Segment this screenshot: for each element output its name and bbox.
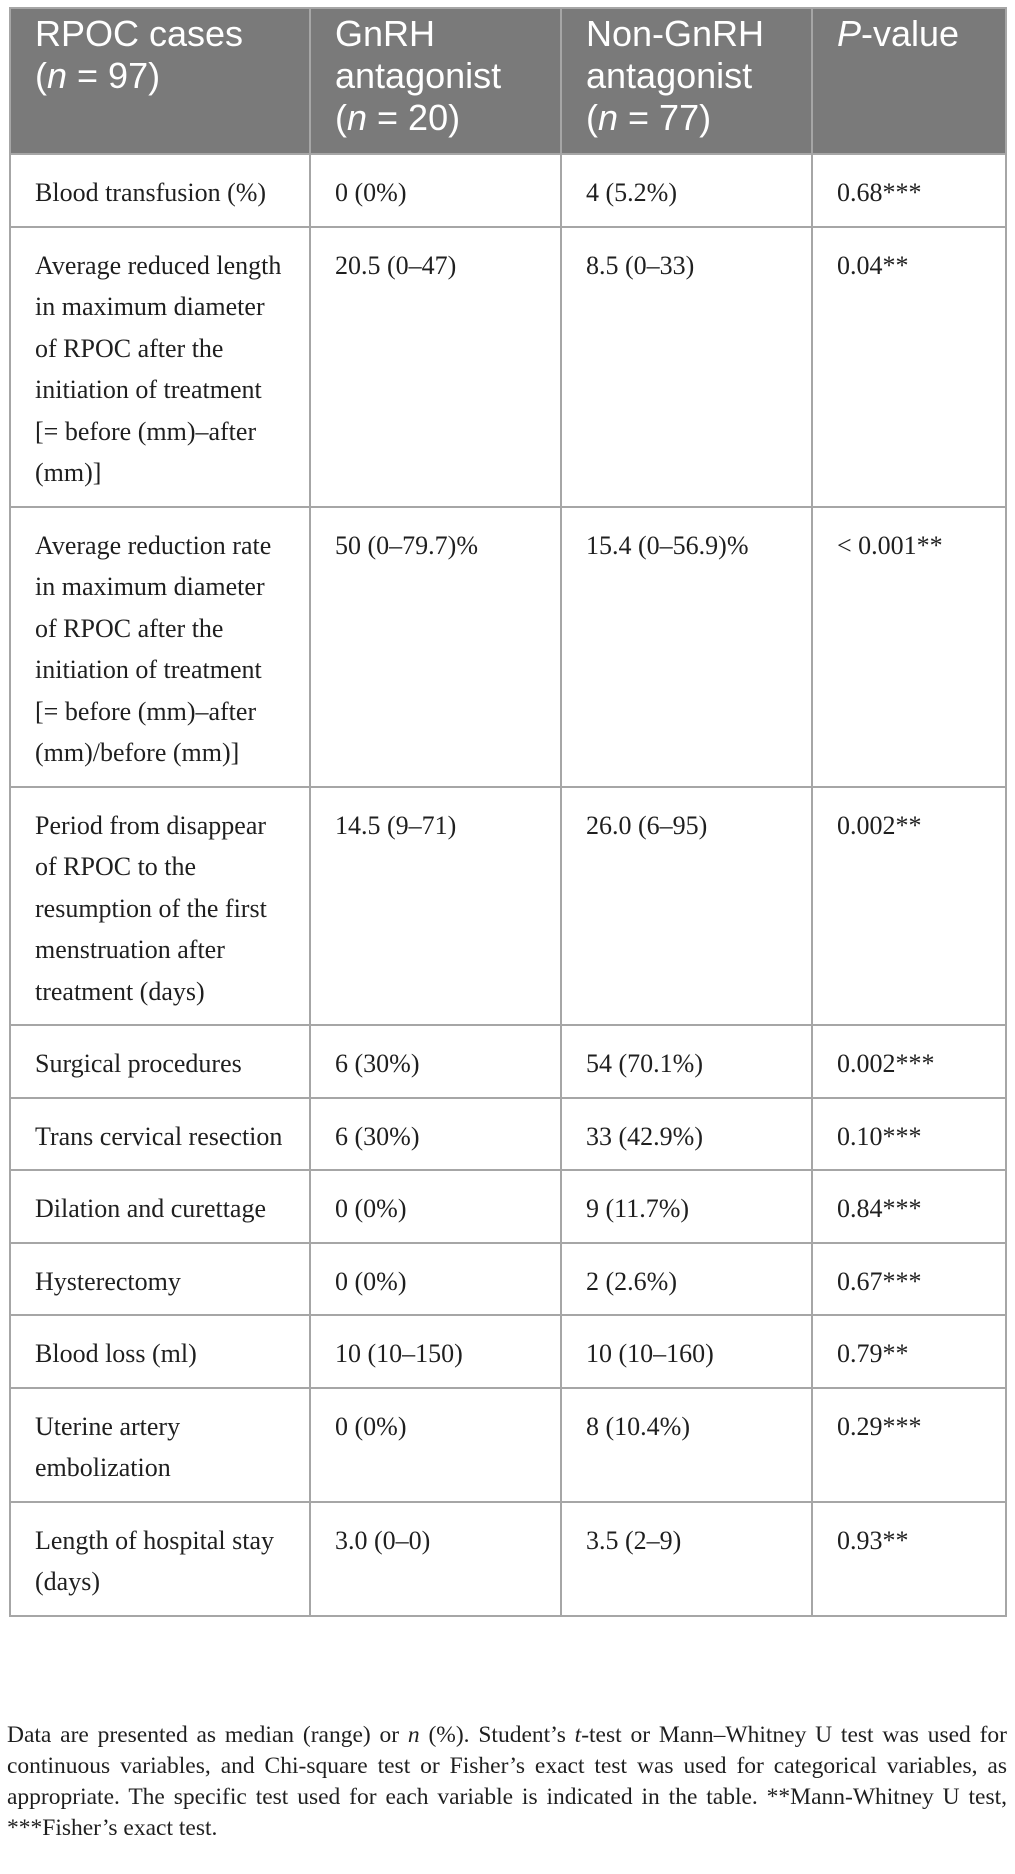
header-n-var: n [347,97,368,138]
row-label: Period from disappear of RPOC to the resumption of the first menstruation after treatment (days) [10,787,310,1026]
row-label: Length of hospital stay (days) [10,1502,310,1616]
header-gnrh-antagonist [310,8,561,154]
p-value: 0.79** [812,1315,1006,1388]
header-non-gnrh-antagonist [561,8,812,154]
non-gnrh-value: 8.5 (0–33) [561,227,812,507]
header-n-suffix: = 97) [67,55,161,96]
non-gnrh-value: 33 (42.9%) [561,1098,812,1171]
gnrh-value: 0 (0%) [310,154,561,227]
gnrh-value: 6 (30%) [310,1098,561,1171]
footnote-t-var: t [574,1722,582,1748]
gnrh-value: 10 (10–150) [310,1315,561,1388]
header-row [10,8,1006,154]
table-footnote [7,1720,1007,1844]
header-n-suffix: = 20) [367,97,461,138]
p-value: 0.93** [812,1502,1006,1616]
header-n-prefix: ( [586,97,598,138]
row-label: Trans cervical resection [10,1098,310,1171]
row-label: Average reduced length in maximum diameter of RPOC after the initiation of treatment [= before (mm)–after (mm)] [10,227,310,507]
table-row [10,154,1006,227]
p-value: 0.68*** [812,154,1006,227]
gnrh-value: 20.5 (0–47) [310,227,561,507]
header-title: Non-GnRH antagonist [586,13,765,96]
p-value: 0.002** [812,787,1006,1026]
row-label: Blood loss (ml) [10,1315,310,1388]
p-value: 0.002*** [812,1025,1006,1098]
header-n-var: n [598,97,619,138]
header-p-italic: P [837,13,862,54]
table-row [10,1098,1006,1171]
row-label: Dilation and curettage [10,1170,310,1243]
table-row [10,787,1006,1026]
p-value: 0.84*** [812,1170,1006,1243]
non-gnrh-value: 2 (2.6%) [561,1243,812,1316]
p-value: < 0.001** [812,507,1006,787]
non-gnrh-value: 10 (10–160) [561,1315,812,1388]
footnote-part2: (%). Student’s [419,1722,575,1748]
footnote-part1: Data are presented as median (range) or [7,1722,408,1748]
p-value: 0.04** [812,227,1006,507]
header-n-prefix: ( [335,97,347,138]
header-title: RPOC cases [35,13,244,54]
table-row [10,1388,1006,1502]
gnrh-value: 0 (0%) [310,1170,561,1243]
gnrh-value: 50 (0–79.7)% [310,507,561,787]
header-n-suffix: = 77) [618,97,712,138]
header-title: GnRH antagonist [335,13,502,96]
table-row [10,507,1006,787]
header-n-var: n [47,55,68,96]
row-label: Hysterectomy [10,1243,310,1316]
gnrh-value: 0 (0%) [310,1388,561,1502]
non-gnrh-value: 8 (10.4%) [561,1388,812,1502]
table-row [10,1025,1006,1098]
table-row [10,1243,1006,1316]
non-gnrh-value: 15.4 (0–56.9)% [561,507,812,787]
gnrh-value: 6 (30%) [310,1025,561,1098]
gnrh-value: 14.5 (9–71) [310,787,561,1026]
footnote-n-var: n [407,1722,420,1748]
table-row [10,227,1006,507]
results-table [9,7,1007,1617]
p-value: 0.67*** [812,1243,1006,1316]
row-label: Surgical procedures [10,1025,310,1098]
header-title: -value [861,13,960,54]
table-row [10,1315,1006,1388]
non-gnrh-value: 4 (5.2%) [561,154,812,227]
gnrh-value: 3.0 (0–0) [310,1502,561,1616]
non-gnrh-value: 26.0 (6–95) [561,787,812,1026]
footnote-part3: -test or Mann–Whitney U test was used for continuous variables, and Chi-square test or Fisher’s exact test was used for categorical variables, as appropriate. The specific test used for each variable is indicated in the table. **Mann-Whitney U test, ***Fisher’s exact test. [7,1722,1007,1841]
gnrh-value: 0 (0%) [310,1243,561,1316]
row-label: Uterine artery embolization [10,1388,310,1502]
header-p-value [812,8,1006,154]
header-rpoc-cases [10,8,310,154]
p-value: 0.29*** [812,1388,1006,1502]
header-n-prefix: ( [35,55,47,96]
table-row [10,1502,1006,1616]
row-label: Average reduction rate in maximum diameter of RPOC after the initiation of treatment [= before (mm)–after (mm)/before (mm)] [10,507,310,787]
row-label: Blood transfusion (%) [10,154,310,227]
table-row [10,1170,1006,1243]
non-gnrh-value: 9 (11.7%) [561,1170,812,1243]
non-gnrh-value: 3.5 (2–9) [561,1502,812,1616]
table-header [10,8,1006,154]
p-value: 0.10*** [812,1098,1006,1171]
non-gnrh-value: 54 (70.1%) [561,1025,812,1098]
table-body [10,154,1006,1616]
